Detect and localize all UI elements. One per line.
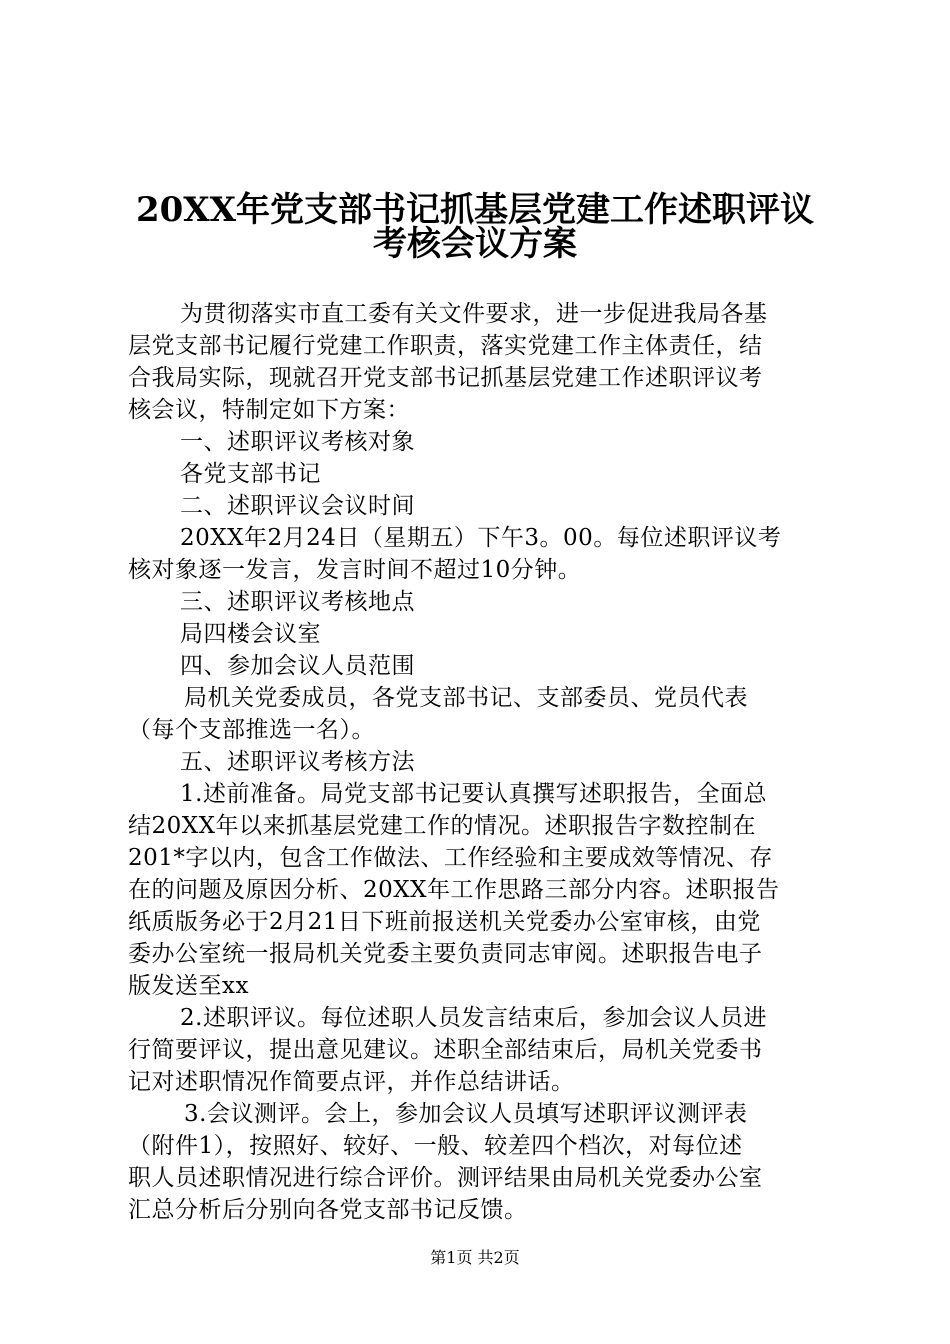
- paragraph-line: 局机关党委成员，各党支部书记、支部委员、党员代表: [184, 685, 748, 711]
- paragraph-line: 层党支部书记履行党建工作职责，落实党建工作主体责任，结: [128, 333, 763, 359]
- paragraph-line: 局四楼会议室: [180, 621, 321, 647]
- paragraph-line: （附件1），按照好、较好、一般、较差四个档次，对每位述: [128, 1133, 743, 1159]
- section-heading: 二、述职评议会议时间: [180, 493, 415, 519]
- document-title-line-1: 20XX年党支部书记抓基层党建工作述职评议: [135, 190, 815, 230]
- page-footer: 第1页 共2页: [430, 1248, 520, 1267]
- paragraph-line: 20XX年2月24日（星期五）下午3。00。每位述职评议考: [180, 525, 782, 551]
- paragraph-line: 3.会议测评。会上，参加会议人员填写述职评议测评表: [184, 1101, 748, 1127]
- paragraph-line: 纸质版务必于2月21日下班前报送机关党委办公室审核，由党: [128, 909, 761, 935]
- paragraph-line: 版发送至xx: [128, 973, 249, 999]
- section-heading: 四、参加会议人员范围: [180, 653, 415, 679]
- paragraph-line: 2.述职评议。每位述职人员发言结束后，参加会议人员进: [180, 1005, 767, 1031]
- section-heading: 三、述职评议考核地点: [180, 589, 415, 615]
- paragraph-line: 201*字以内，包含工作做法、工作经验和主要成效等情况、存: [128, 845, 773, 871]
- paragraph-line: （每个支部推选一名）。: [128, 717, 375, 743]
- paragraph-line: 1.述前准备。局党支部书记要认真撰写述职报告，全面总: [180, 781, 767, 807]
- paragraph-line: 各党支部书记: [180, 461, 321, 487]
- paragraph-line: 记对述职情况作简要点评，并作总结讲话。: [128, 1069, 575, 1095]
- paragraph-line: 核会议，特制定如下方案：: [128, 397, 410, 423]
- paragraph-line: 汇总分析后分别向各党支部书记反馈。: [128, 1197, 528, 1223]
- document-body: [128, 298, 828, 1226]
- paragraph-line: 在的问题及原因分析、20XX年工作思路三部分内容。述职报告: [128, 877, 780, 903]
- paragraph-line: 合我局实际，现就召开党支部书记抓基层党建工作述职评议考: [128, 365, 763, 391]
- document-title-line-2: 考核会议方案: [373, 224, 577, 264]
- paragraph-line: 行简要评议，提出意见建议。述职全部结束后，局机关党委书: [128, 1037, 763, 1063]
- paragraph-line: 核对象逐一发言，发言时间不超过10分钟。: [128, 557, 582, 583]
- paragraph-line: 委办公室统一报局机关党委主要负责同志审阅。述职报告电子: [128, 941, 763, 967]
- paragraph-line: 职人员述职情况进行综合评价。测评结果由局机关党委办公室: [128, 1165, 763, 1191]
- section-heading: 一、述职评议考核对象: [180, 429, 415, 455]
- section-heading: 五、述职评议考核方法: [180, 749, 415, 775]
- paragraph-line: 为贯彻落实市直工委有关文件要求，进一步促进我局各基: [180, 301, 768, 327]
- paragraph-line: 结20XX年以来抓基层党建工作的情况。述职报告字数控制在: [128, 813, 757, 839]
